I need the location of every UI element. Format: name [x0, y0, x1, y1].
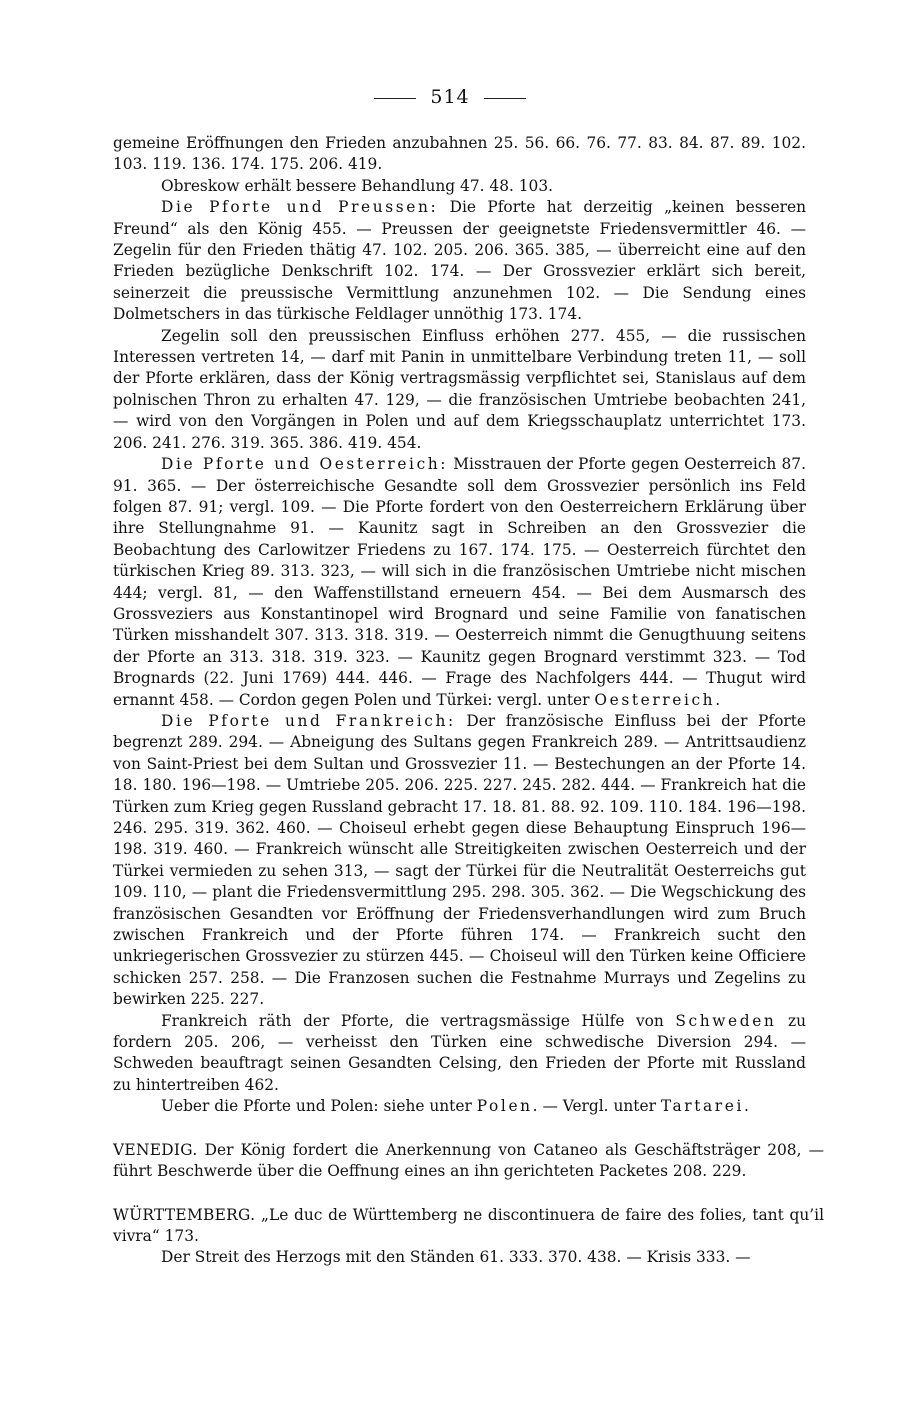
entry-heading-venedig: VENEDIG. [113, 1140, 198, 1159]
paragraph-continuation: gemeine Eröffnungen den Frieden anzubahnen 25. 56. 66. 76. 77. 83. 84. 87. 89. 102. 103. 119. 136. 174. 175. 206. 419. [113, 134, 806, 174]
paragraph-pforte-oesterreich [113, 454, 806, 711]
paragraph-text: zu fordern 205. 206, — verheisst den Türken eine schwedische Diversion 294. — Schweden beauftragt seinen Gesandten Celsing, den Frieden der Pforte mit Russland zu hintertreiben 462. [113, 1011, 806, 1094]
paragraph-text: Frankreich räth der Pforte, die vertragsmässige Hülfe von [161, 1011, 676, 1030]
paragraph-polen [113, 1096, 806, 1117]
paragraph-obreskow: Obreskow erhält bessere Behandlung 47. 48. 103. [161, 176, 554, 195]
spaced-term-schweden: Schweden [675, 1011, 777, 1030]
entry-text: „Le duc de Württemberg ne discontinuera de faire des folies, tant qu’il vivra“ 173. [113, 1205, 824, 1245]
page-number-dash-left [374, 98, 416, 99]
paragraph-text: Ueber die Pforte und Polen: siehe unter [161, 1097, 477, 1116]
paragraph-pforte-preussen [113, 197, 806, 325]
page-number-dash-right [484, 98, 526, 99]
cross-reference-tartarei: Tartarei [660, 1097, 744, 1116]
entry-wuerttemberg [113, 1205, 824, 1248]
paragraph-zegelin: Zegelin soll den preussischen Einfluss erhöhen 277. 455, — die russischen Interessen vertreten 14, — darf mit Panin in unmittelbare Verbindung treten 11, — soll der Pforte erklären, dass der König vertragsmässig verpflichtet sei, Stanislaus auf dem polnischen Thron zu erhalten 47. 129, — die französischen Umtriebe beobachten 241, — wird von den Vorgängen in Polen und auf dem Kriegsschauplatz unterrichtet 173. 206. 241. 276. 319. 365. 386. 419. 454. [113, 326, 806, 452]
entry-heading-wuerttemberg: WÜRTTEMBERG. [113, 1205, 256, 1224]
paragraph-text: Misstrauen der Pforte gegen Oesterreich 87. 91. 365. — Der österreichische Gesandte soll dem Grossvezier persönlich ins Feld folgen 87. 91; vergl. 109. — Die Pforte fordert von den Oesterreichern Erklärung über ihre Stellungnahme 91. — Kaunitz sagt in Schreiben an den Grossvezier die Beobachtung des Carlowitzer Friedens zu 167. 174. 175. — Oesterreich fürchtet den türkischen Krieg 89. 313. 323, — will sich in die französischen Umtriebe nicht mischen 444; vergl. 81, — den Waffenstillstand erneuern 454. — Bei dem Ausmarsch des Grossveziers aus Konstantinopel wird Brognard und seine Familie von fanatischen Türken misshandelt 307. 313. 318. 319. — Oesterreich nimmt die Genugthuung seitens der Pforte an 313. 318. 319. 323. — Kaunitz gegen Brognard verstimmt 323. — Tod Brognards (22. Juni 1769) 444. 446. — Frage des Nachfolgers 444. — Thugut wird ernannt 458. — Cordon gegen Polen und Türkei: vergl. unter [113, 455, 806, 709]
paragraph-text: Der französische Einfluss bei der Pforte begrenzt 289. 294. — Abneigung des Sultans gegen Frankreich 289. — Antrittsaudienz von Saint-Priest bei dem Sultan und Grossvezier 11. — Bestechungen an der Pforte 14. 18. 180. 196—198. — Umtriebe 205. 206. 225. 227. 245. 282. 444. — Frankreich hat die Türken zum Krieg gegen Russland gebracht 17. 18. 81. 88. 92. 109. 110. 184. 196—198. 246. 295. 319. 362. 460. — Choiseul erhebt gegen diese Behauptung Einspruch 196—198. 319. 460. — Frankreich wünscht alle Streitigkeiten zwischen Oesterreich und der Türkei vermieden zu sehen 313, — sagt der Türkei für die Neutralität Oesterreichs gut 109. 110, — plant die Friedensvermittlung 295. 298. 305. 362. — Die Wegschickung des französischen Gesandten vor Eröffnung der Friedensverhandlungen wird zum Bruch zwischen Frankreich und der Pforte führen 174. — Frankreich sucht den unkriegerischen Grossvezier zu stürzen 445. — Choiseul will den Türken keine Officiere schicken 257. 258. — Die Franzosen suchen die Festnahme Murrays und Zegelins zu bewirken 225. 227. [113, 711, 806, 1009]
paragraph-text: . — Vergl. unter [532, 1097, 661, 1116]
page-number-text: 514 [430, 86, 470, 108]
subheading-pforte-frankreich: Die Pforte und Frankreich: [161, 711, 456, 730]
paragraph-text: . [744, 1097, 749, 1116]
index-text [113, 133, 824, 1269]
paragraph-text: Die Pforte hat derzeitig „keinen besseren Freund“ als den König 455. — Preussen der geeignetste Friedensvermittler 46. — Zegelin für den Frieden thätig 47. 102. 205. 206. 365. 385, — überreicht eine auf den Frieden bezügliche Denkschrift 102. 174. — Der Grossvezier erklärt sich bereit, seinerzeit die preussische Vermittlung anzunehmen 102. — Die Sendung eines Dolmetschers in das türkische Feldlager unnöthig 173. 174. [113, 198, 807, 324]
entry-venedig [113, 1140, 824, 1183]
subheading-pforte-oesterreich: Die Pforte und Oesterreich: [161, 455, 449, 474]
cross-reference-polen: Polen [476, 1097, 533, 1116]
paragraph-herzog-staende: Der Streit des Herzogs mit den Ständen 61. 333. 370. 438. — Krisis 333. — [161, 1248, 751, 1267]
cross-reference: Oesterreich. [594, 690, 723, 709]
subheading-pforte-preussen: Die Pforte und Preussen: [161, 198, 439, 217]
entry-text: Der König fordert die Anerkennung von Cataneo als Geschäftsträger 208, — führt Beschwerde über die Oeffnung eines an ihn gerichteten Packetes 208. 229. [113, 1140, 824, 1181]
paragraph-schweden [113, 1011, 806, 1097]
page-number [0, 86, 900, 108]
paragraph-pforte-frankreich [113, 711, 806, 1011]
